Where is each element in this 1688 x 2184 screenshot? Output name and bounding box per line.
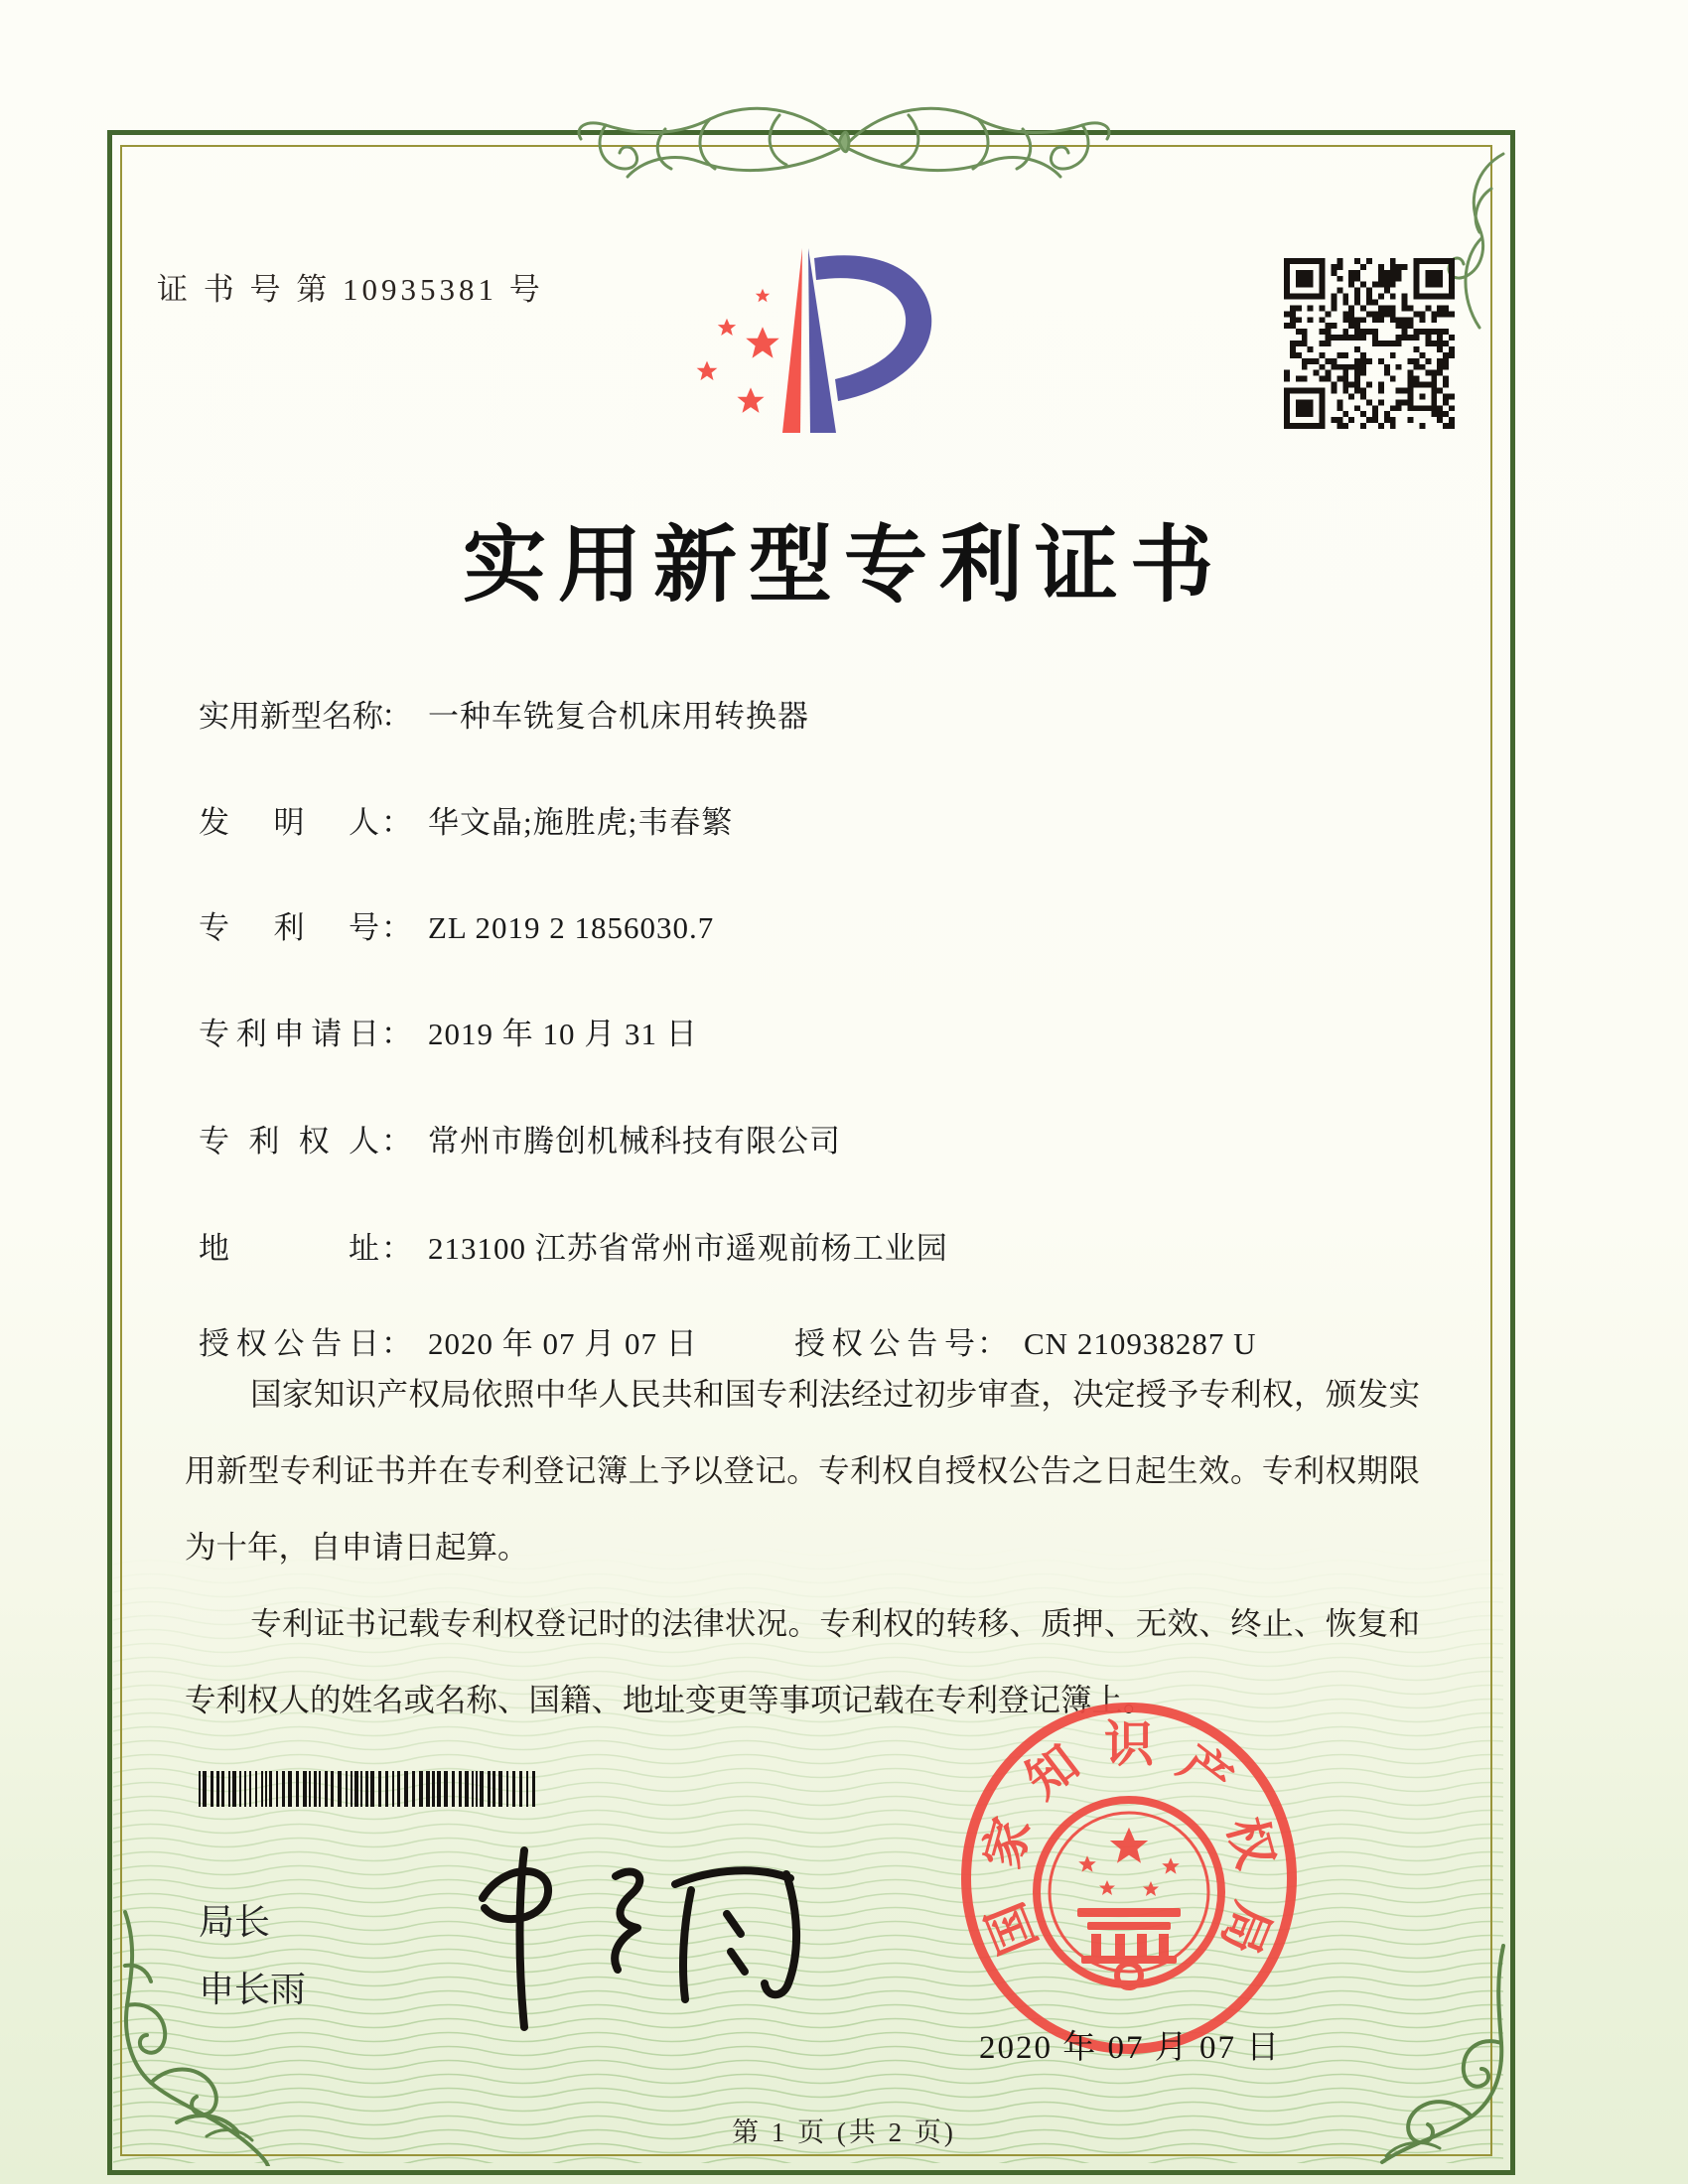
field-value: CN 210938287 U — [1024, 1326, 1257, 1361]
director-title: 局长 — [199, 1901, 271, 1942]
logo-red-wedge — [782, 248, 802, 433]
field-value: 2020 年 07 月 07 日 — [428, 1326, 698, 1361]
national-emblem — [1037, 1800, 1221, 1987]
legal-paragraph-2: 专利证书记载专利权登记时的法律状况。专利权的转移、质押、无效、终止、恢复和专利权人的姓名或名称、国籍、地址变更等事项记载在专利登记簿上。 — [185, 1606, 1420, 1717]
page-footer: 第 1 页 (共 2 页) — [732, 2117, 956, 2147]
field-value: 2019 年 10 月 31 日 — [428, 1017, 698, 1051]
field-row-patent-no — [199, 902, 714, 947]
field-label: 专 利 权 人 — [199, 1124, 379, 1159]
svg-text:产: 产 — [1169, 1734, 1242, 1810]
field-label: 授 权 公 告 日 — [199, 1326, 379, 1361]
svg-text:权: 权 — [1216, 1811, 1285, 1874]
field-label: 地 址 — [199, 1231, 379, 1266]
qr-code — [1284, 258, 1455, 429]
logo-blue-bowl — [814, 255, 931, 401]
seal-date: 2020 年 07 月 07 日 — [979, 2030, 1282, 2066]
field-colon: ： — [381, 1124, 412, 1159]
svg-text:家: 家 — [973, 1811, 1042, 1874]
legal-paragraph-1: 国家知识产权局依照中华人民共和国专利法经过初步审查，决定授予专利权，颁发实用新型专利证书并在专利登记簿上予以登记。专利权自授权公告之日起生效。专利权期限为十年，自申请日起算。 — [185, 1377, 1420, 1565]
field-value: 常州市腾创机械科技有限公司 — [428, 1124, 841, 1159]
handwritten-signature — [425, 1829, 822, 2039]
field-label: 发 明 人 — [199, 805, 379, 840]
field-colon: ： — [977, 1326, 1008, 1361]
field-value: ZL 2019 2 1856030.7 — [428, 910, 715, 945]
field-value: 213100 江苏省常州市遥观前杨工业园 — [428, 1231, 948, 1266]
field-colon: ： — [381, 1231, 412, 1266]
field-label: 实 用 新 型 名 称 — [199, 699, 383, 734]
field-colon: ： — [381, 910, 412, 945]
official-seal — [945, 1694, 1313, 2063]
svg-text:识: 识 — [1104, 1716, 1154, 1772]
legal-statement — [185, 1356, 1420, 1738]
svg-text:局: 局 — [1210, 1894, 1282, 1963]
logo-stars — [697, 289, 779, 413]
barcode — [199, 1771, 541, 1809]
field-row-name — [199, 691, 809, 736]
top-center-flourish-ornament — [536, 77, 1152, 206]
field-value: 一种车铣复合机床用转换器 — [428, 699, 809, 734]
director-name: 申长雨 — [199, 1969, 307, 2009]
field-colon: ： — [381, 1326, 412, 1361]
field-colon: ： — [381, 805, 412, 840]
field-label: 专 利 号 — [199, 910, 379, 945]
svg-text:知: 知 — [1016, 1734, 1089, 1810]
field-row-filing-date — [199, 1009, 698, 1053]
field-row-patentee — [199, 1116, 841, 1160]
field-colon: ： — [381, 1017, 412, 1051]
certificate-number: 证 书 号 第 10935381 号 — [157, 272, 544, 307]
field-colon: ： — [381, 699, 412, 734]
field-row-address — [199, 1223, 948, 1268]
field-label: 授 权 公 告 号 — [794, 1326, 975, 1361]
field-row-inventor — [199, 797, 733, 842]
cnipa-logo — [687, 244, 943, 443]
svg-text:国: 国 — [976, 1894, 1048, 1963]
certificate-title: 实用新型专利证书 — [462, 520, 1225, 613]
field-label: 专 利 申 请 日 — [199, 1017, 379, 1051]
field-value: 华文晶;施胜虎;韦春繁 — [428, 805, 734, 840]
